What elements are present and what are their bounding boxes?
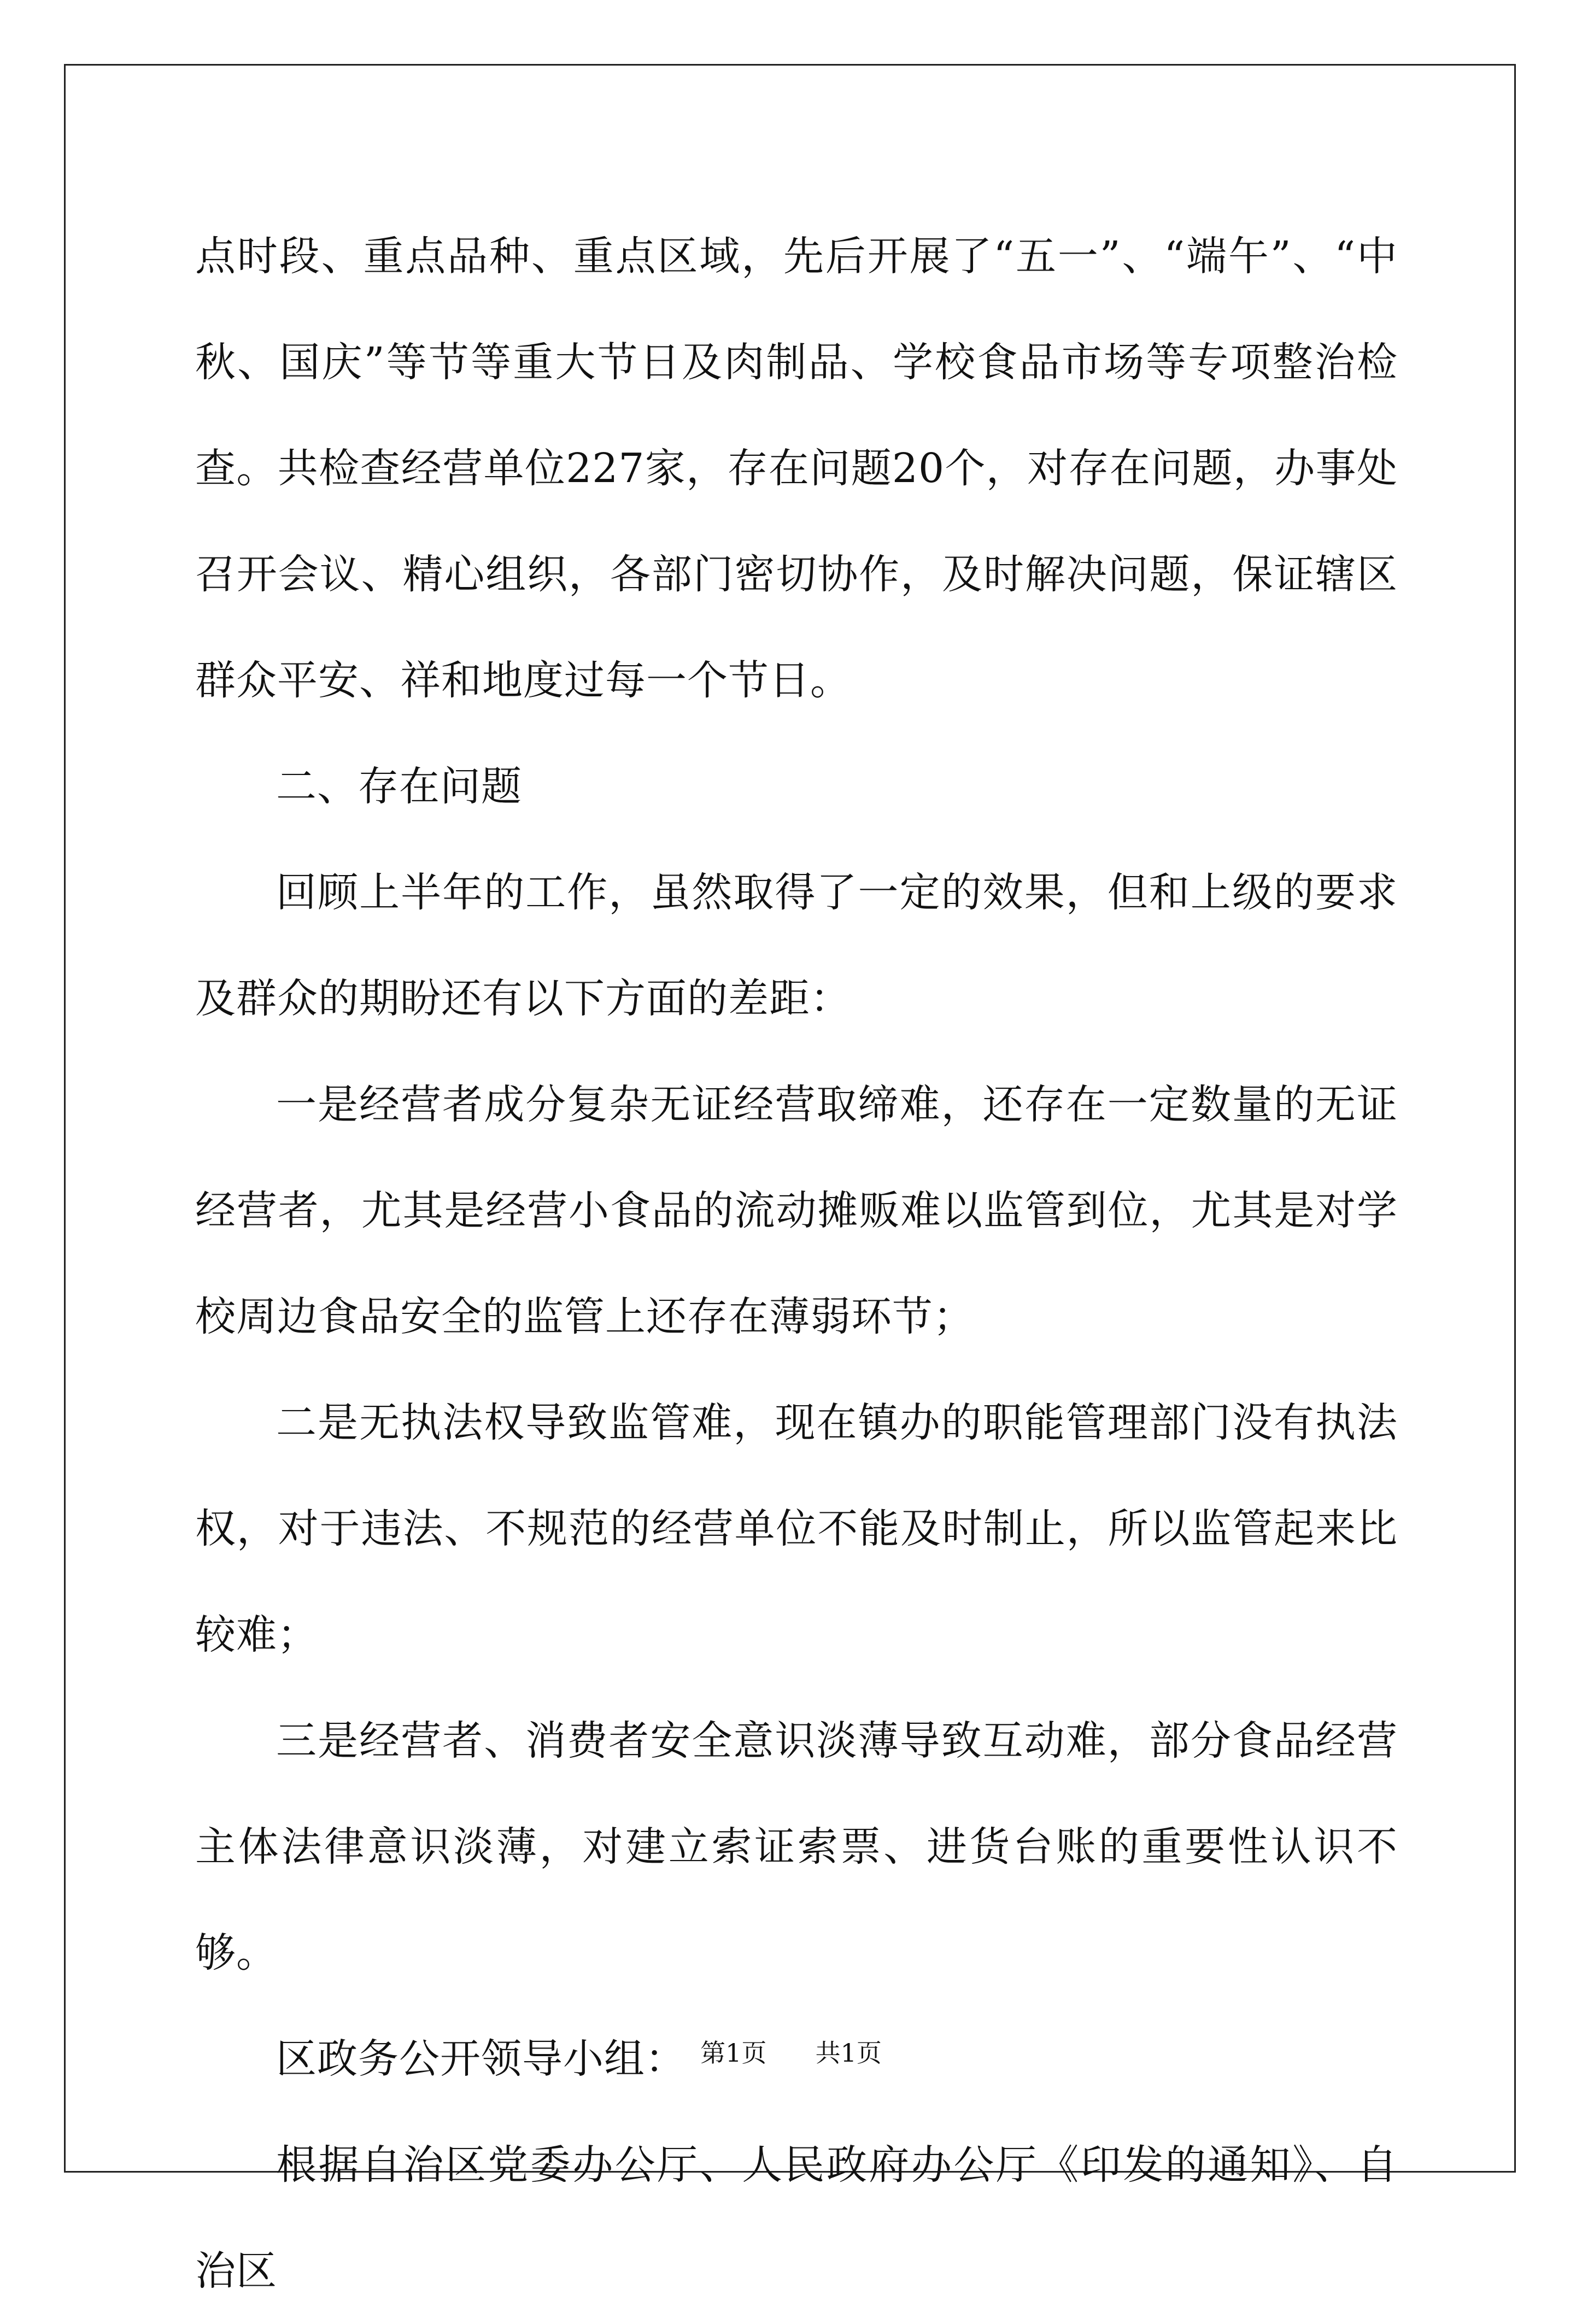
section-heading-problems: 二、存在问题 <box>276 763 522 810</box>
paragraph-problem-two: 二是无执法权导致监管难，现在镇办的职能管理部门没有执法权，对于违法、不规范的经营单位不能及时制止，所以监管起来比较难； <box>195 1399 1398 1658</box>
paragraph-addressee: 区政务公开领导小组： <box>276 2035 686 2082</box>
paragraph-problem-three: 三是经营者、消费者安全意识淡薄导致互动难，部分食品经营主体法律意识淡薄，对建立索证索票、进货台账的重要性认识不够。 <box>195 1717 1398 1976</box>
document-body <box>195 203 1398 2324</box>
page-total: 共1页 <box>815 2038 882 2068</box>
paragraph-1: 点时段、重点品种、重点区域，先后开展了“五一”、“端午”、“中秋、国庆”等节等重大节日及肉制品、学校食品市场等专项整治检查。共检查经营单位227家，存在问题20个，对存在问题，办事处召开会议、精心组织，各部门密切协作，及时解决问题，保证辖区群众平安、祥和地度过每一个节日。 <box>195 233 1398 704</box>
paragraph-basis: 根据自治区党委办公厅、人民政府办公厅《印发的通知》、自治区 <box>195 2141 1398 2294</box>
paragraph-problem-one: 一是经营者成分复杂无证经营取缔难，还存在一定数量的无证经营者，尤其是经营小食品的流动摊贩难以监管到位，尤其是对学校周边食品安全的监管上还存在薄弱环节； <box>195 1081 1398 1340</box>
paragraph-review: 回顾上半年的工作，虽然取得了一定的效果，但和上级的要求及群众的期盼还有以下方面的差距： <box>195 869 1398 1022</box>
page-number: 第1页 <box>700 2038 767 2068</box>
page-footer <box>0 2033 1582 2069</box>
